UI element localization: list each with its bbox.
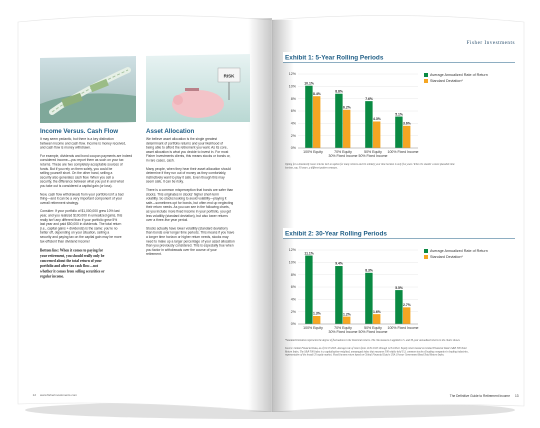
x-category-label: 100% Equity — [303, 150, 323, 154]
bar-return — [395, 117, 402, 148]
spine-shadow-left — [248, 18, 272, 412]
y-tick-label: 0% — [290, 146, 296, 151]
right-footer: The Definitive Guide to Retirement Income — [449, 394, 510, 398]
bar-value-label: 4.3% — [373, 117, 381, 122]
bar-std-dev — [373, 314, 380, 324]
body-paragraph: There is a common misperception that bonds are safer than stocks. This originates in stocks' higher short-term volatility. So stocks looking to avoid volatility—playing it safe—sometimes opt for bonds, but often end up neglecting their return needs. As you can see in the following charts, as you include more fixed income in your portfolio, you get less volatility (standard deviation), but also lower returns over a three-five year period. — [146, 188, 234, 223]
body-paragraph: Consider: If your portfolio of $1,000,000 grew 10% last year, and you realized $100,000 in unrealized gains, this really isn't any different than if your portfolio grew 5% last year and paid $50,000 in dividends. The total return (i.e., capital gains + dividends) is the same: you're no better off, depending on your situation, selling a security and paying tax on the capital gain may be more tax-efficient than dividend income! — [40, 209, 123, 244]
bar-value-label: 8.4% — [313, 91, 321, 96]
body-paragraph: It may seem pedantic, but there is a key distinction between income and cash flow. Income is money received, and cash flow is money withdrawn. — [40, 137, 126, 150]
risk-sign-text: RISK — [223, 73, 235, 79]
bar-value-label: 1.6% — [373, 309, 381, 314]
left-page-number: 12 — [32, 393, 36, 397]
bar-value-label: 5.1% — [395, 112, 403, 117]
bottom-line-callout: Bottom line: When it comes to paying for your retirement, you should really only be concerned about the total return of your portfolio and after-tax cash flow—not whether it comes from selling securities or regular income. — [40, 248, 105, 279]
legend-label: Average Annualized Rate of Return — [430, 73, 488, 77]
y-tick-label: 8% — [290, 96, 296, 101]
bar-value-label: 6.2% — [343, 105, 351, 110]
x-category-label: 30% Fixed Income — [328, 154, 358, 158]
body-paragraph: Stocks actually have lower volatility (standard deviation) than bonds over longer time periods. This means if you have a longer time horizon or higher return needs, stocks may need to make up a larger percentage of your asset allocation than you previously considered. This is especially true when you factor in withdrawals over the course of your retirement. — [146, 226, 235, 257]
y-tick-label: 12% — [288, 248, 296, 253]
legend-label: Standard Deviation* — [430, 79, 463, 83]
x-category-label: 70% Equity — [334, 150, 352, 154]
bar-return — [395, 290, 402, 324]
bar-std-dev — [313, 96, 320, 148]
legend-swatch — [424, 79, 428, 83]
asset-allocation-heading: Asset Allocation — [146, 128, 195, 135]
x-category-label: 50% Fixed Income — [358, 154, 388, 158]
y-tick-label: 4% — [290, 121, 296, 126]
y-tick-label: 2% — [290, 309, 296, 314]
bar-std-dev — [373, 121, 380, 148]
x-category-label: 100% Fixed Income — [387, 150, 419, 154]
cash-flow-photo — [40, 56, 136, 123]
legend-swatch — [424, 249, 428, 253]
bar-std-dev — [403, 126, 410, 148]
x-category-label: 50% Equity — [364, 326, 382, 330]
y-tick-label: 6% — [290, 285, 296, 290]
bar-return — [305, 86, 312, 148]
y-tick-label: 10% — [288, 260, 296, 265]
body-paragraph: Many people, when they hear their asset allocation should determine if they run out of money as they comfortably, instinctively want to play it safe. Even though this may seem safe, it can be risky. — [146, 166, 231, 184]
asset-allocation-photo — [146, 54, 250, 122]
x-category-label: 50% Fixed Income — [358, 330, 388, 334]
bar-value-label: 11.1% — [304, 251, 314, 256]
bar-return — [335, 94, 342, 148]
left-footer: www.fisherinvestments.com — [40, 393, 78, 397]
y-tick-label: 4% — [290, 297, 296, 302]
bar-return — [335, 266, 342, 324]
body-paragraph: We believe asset allocation is the single greatest determinant of portfolio returns and your likelihood of being able to afford the retirement you want. As its core, asset allocation is what you decide to invest in. For most Fisher Investments clients, this means stocks or bonds or, in rare cases, cash. — [146, 137, 231, 163]
exhibit-sources: Source: Global Financial Data, as of 01/17/2023. Average rate of return from 12/31/1925 through 12/31/2022. Equity return based on Global Financial Data's S&P 500 Total Return Index. The S&P 500 Index is a capitalization-weighted, unmanaged index that measures 500 widely held U.S. common stocks of leading companies in leading industries, representative of the broad US equity market. Fixed Income return based on Global Financial Data's USA 10-year Government Bond Total Return Index. — [285, 347, 469, 357]
bar-value-label: 9.4% — [335, 261, 343, 266]
bar-std-dev — [403, 307, 410, 324]
x-category-label: 70% Equity — [334, 326, 352, 330]
bar-std-dev — [343, 110, 350, 148]
bar-return — [365, 101, 372, 148]
y-tick-label: 8% — [290, 272, 296, 277]
bar-value-label: 1.2% — [343, 312, 351, 317]
exhibit-title: Exhibit 2: 30-Year Rolling Periods — [285, 230, 387, 238]
y-tick-label: 6% — [290, 109, 296, 114]
asset-allocation-body-text — [146, 137, 235, 256]
bar-return — [365, 273, 372, 324]
x-category-label: 100% Fixed Income — [387, 326, 419, 330]
legend-swatch — [424, 255, 428, 259]
exhibit-note: *Standard Deviation represents the degree of fluctuations in the historical returns. The risk measure is applied to 5- and 30-year annualized returns in the charts shown. — [285, 339, 461, 342]
exhibit-note: Opting for a drastically lower returns isn't an option for many retirees and it's unlikely your time horizon is only five years. When it's smaller a more plausible time horizon, say, 30 years, a different pattern emerges. — [285, 163, 455, 170]
x-category-label: 100% Equity — [303, 326, 323, 330]
x-category-label: 50% Equity — [364, 150, 382, 154]
legend-label: Standard Deviation* — [430, 255, 463, 259]
y-tick-label: 2% — [290, 133, 296, 138]
legend-label: Average Annualized Rate of Return — [430, 249, 488, 253]
legend-swatch — [424, 73, 428, 77]
y-tick-label: 10% — [288, 84, 296, 89]
bar-value-label: 10.1% — [304, 81, 314, 86]
fisher-logo: Fisher Investments — [466, 40, 515, 46]
bar-value-label: 2.7% — [403, 303, 411, 308]
bar-value-label: 8.3% — [365, 268, 373, 273]
y-tick-label: 12% — [288, 72, 296, 77]
left-page — [18, 15, 272, 412]
income-heading: Income Versus. Cash Flow — [40, 128, 119, 135]
bar-value-label: 3.6% — [403, 121, 411, 126]
exhibit-title: Exhibit 1: 5-Year Rolling Periods — [285, 54, 384, 62]
right-page — [272, 15, 524, 412]
x-category-label: 30% Fixed Income — [328, 330, 358, 334]
bar-value-label: 7.6% — [365, 96, 373, 101]
bar-std-dev — [313, 316, 320, 324]
right-page-number: 13 — [515, 394, 519, 398]
y-tick-label: 0% — [290, 322, 296, 327]
body-paragraph: Now, cash flow withdrawals from your portfolio isn't a bad thing—and it can be a very important component of your overall retirement strategy. — [40, 192, 124, 205]
body-paragraph: For example, dividends and bond coupon payments are indeed considered income—you report them as such on your tax returns. These are two completely acceptable sources of funds. But if you rely on them solely, you could be selling yourself short. On the other hand, selling a security also generates cash flow. When you sell a security, the difference between what you put in and what you take out is considered a capital gain (or loss). — [40, 153, 133, 188]
bar-value-label: 5.5% — [395, 285, 403, 290]
bar-value-label: 1.3% — [313, 311, 321, 316]
bar-value-label: 8.8% — [335, 89, 343, 94]
bar-return — [305, 256, 312, 324]
bar-std-dev — [343, 317, 350, 324]
